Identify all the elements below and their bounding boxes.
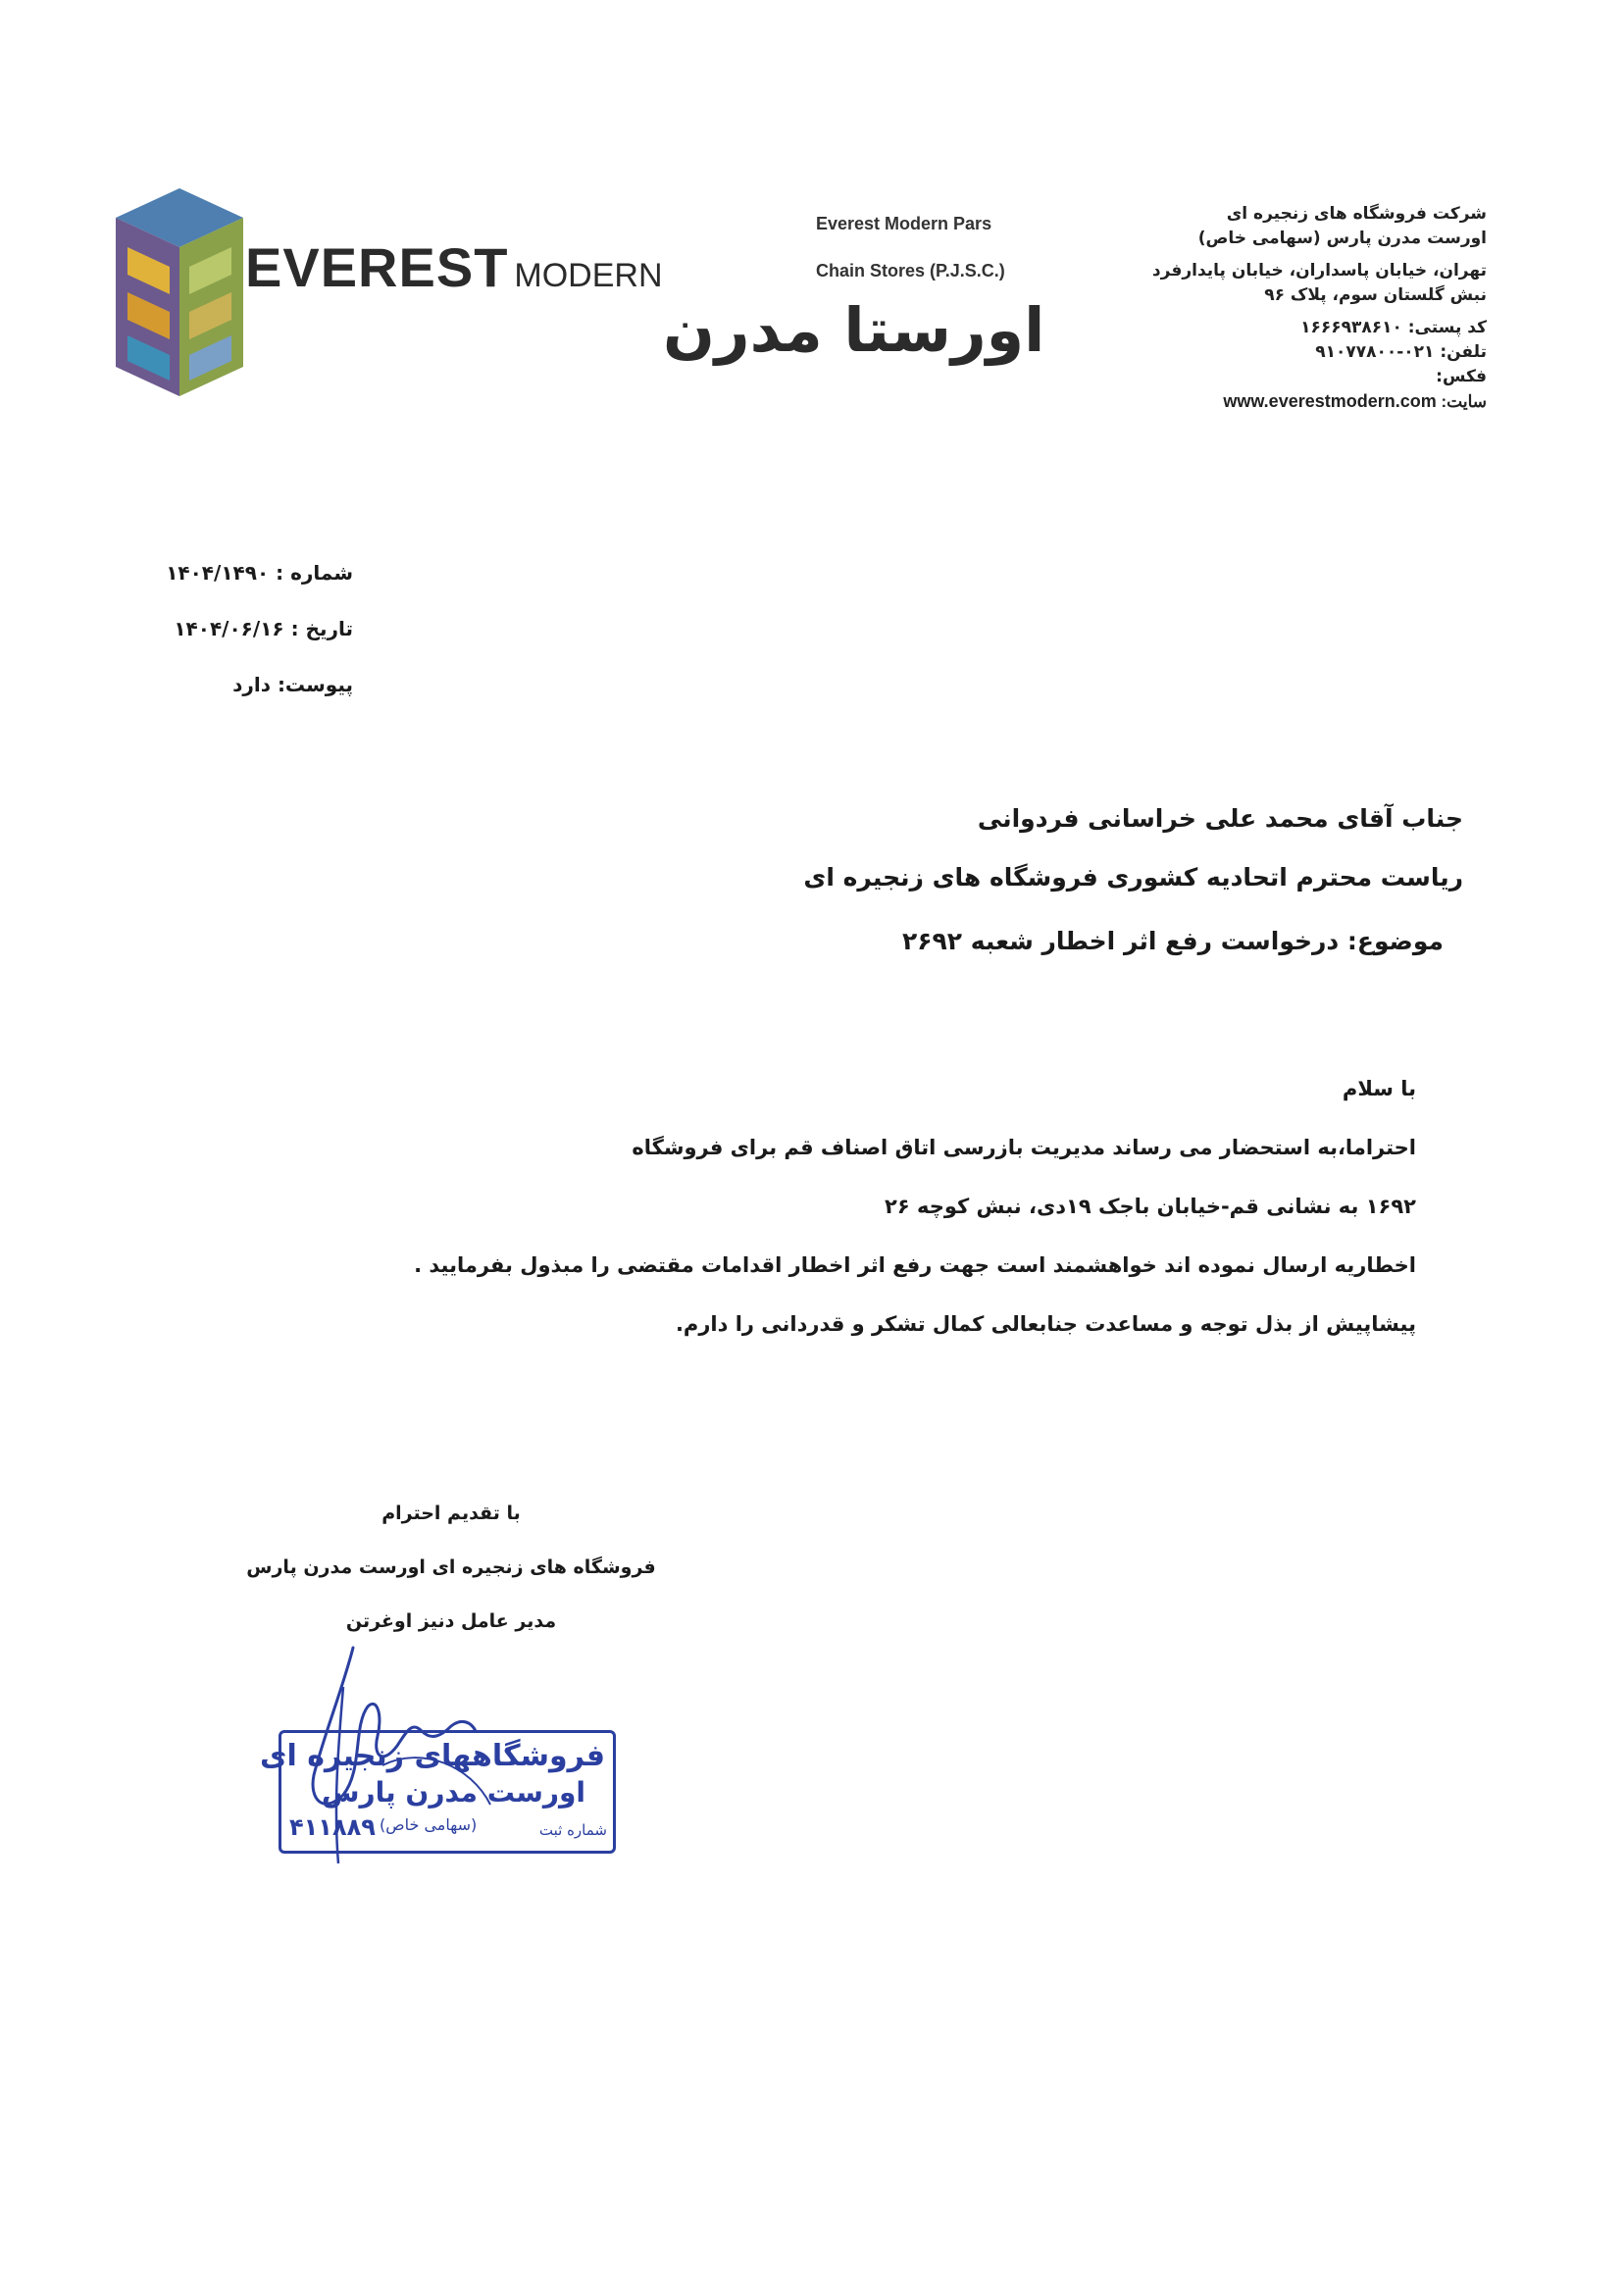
letter-date: تاریخ : ۱۴۰۴/۰۶/۱۶ [174,617,353,640]
greeting: با سلام [1342,1077,1416,1100]
closing-regards: با تقدیم احترام [381,1503,521,1524]
closing-block [196,1487,706,1649]
company-english-block [816,200,1041,294]
site-label: سایت: [1441,392,1487,411]
body-paragraph: اخطاریه ارسال نموده اند خواهشمند است جهت رفع اثر اخطار اقدامات مقتضی را مبذول بفرمایید . [414,1253,1416,1277]
body-paragraph: احتراما،به استحضار می رساند مدیریت بازرسی اتاق اصناف قم برای فروشگاه [632,1136,1416,1159]
logo-persian-wordmark [245,290,1045,366]
letter-subject: موضوع: درخواست رفع اثر اخطار شعبه ۲۶۹۲ [902,927,1444,955]
letter-attachment: پیوست: دارد [232,673,353,696]
signature-icon [284,1628,520,1873]
site-url[interactable]: www.everestmodern.com [1223,391,1437,411]
closing-signatory: مدیر عامل دنیز اوغرتن [345,1610,557,1632]
stamp-line-2: اورست مدرن پارس [321,1776,585,1809]
company-address-1: تهران، خیابان پاسداران، خیابان پایدارفرد [1151,261,1487,280]
logo-everest-text: EVEREST [245,236,509,298]
letter-number: شماره : ۱۴۰۴/۱۴۹۰ [166,561,353,585]
stamp-reg-number: ۴۱۱۸۸۹ [289,1813,376,1841]
letter-body [337,1059,1416,1353]
company-fa-name-2: اورست مدرن پارس (سهامی خاص) [1197,229,1487,248]
body-paragraph: پیشاپیش از بذل توجه و مساعدت جنابعالی کمال تشکر و قدردانی را دارم. [675,1312,1416,1336]
stamp-line-3: (سهامی خاص) [380,1815,478,1834]
stamp-line-1: فروشگاههای زنجیره ای [260,1739,605,1773]
addressee-position: ریاست محترم اتحادیه کشوری فروشگاه های زنجیره ای [803,863,1463,892]
body-paragraph: ۱۶۹۲ به نشانی قم-خیابان باجک ۱۹دی، نبش کوچه ۲۶ [885,1195,1416,1218]
closing-company: فروشگاه های زنجیره ای اورست مدرن پارس [246,1556,656,1578]
company-address-2: نبش گلستان سوم، پلاک ۹۶ [1264,285,1487,305]
company-en-name: Everest Modern Pars [816,214,992,233]
cube-logo-icon [116,188,243,396]
company-phone: تلفن: ۰۲۱-۹۱۰۷۷۸۰۰ [1315,342,1487,362]
logo-modern-text: MODERN [514,257,663,294]
company-website [1036,389,1487,414]
company-persian-block [1036,202,1487,414]
logo-persian-text: اورستا مدرن [663,294,1045,366]
addressee-block [581,790,1463,907]
company-fa-name: شرکت فروشگاه های زنجیره ای [1226,204,1487,224]
company-fax: فکس: [1436,367,1487,386]
company-en-type: Chain Stores (P.J.S.C.) [816,261,1005,280]
company-postal-code: کد پستی: ۱۶۶۶۹۳۸۶۱۰ [1300,318,1487,337]
stamp-reg-label: شماره ثبت [538,1821,607,1839]
addressee-name: جناب آقای محمد علی خراسانی فردوانی [977,804,1463,833]
letter-meta [137,545,353,713]
